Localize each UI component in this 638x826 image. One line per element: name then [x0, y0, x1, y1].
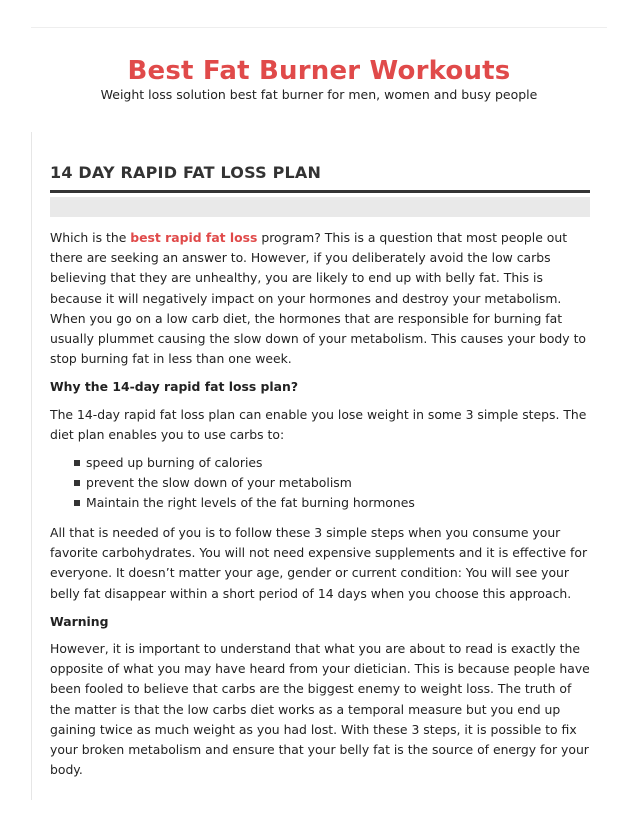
list-item-text: Maintain the right levels of the fat burning hormones [86, 495, 415, 511]
intro-paragraph [50, 228, 590, 369]
warning-paragraph: However, it is important to understand that what you are about to read is exactly the opposite of what you may have heard from your dietician. This is because people have been fooled to believe that carbs are the biggest enemy to weight loss. The truth of the matter is that the low carbs diet works as a temporal measure but you end up gaining twice as much weight as you had lost. With these 3 steps, it is possible to fix your broken metabolism and ensure that your belly fat is the source of energy for your body. [50, 641, 590, 778]
post-title: 14 DAY RAPID FAT LOSS PLAN [50, 163, 322, 182]
square-bullet-icon [74, 500, 80, 506]
subheading-warning: Warning [50, 613, 109, 629]
site-title[interactable]: Best Fat Burner Workouts [127, 56, 511, 86]
intro-text-start: Which is the [50, 230, 131, 245]
benefits-list [50, 453, 590, 513]
content-left-border [31, 132, 32, 800]
list-item [74, 493, 590, 513]
square-bullet-icon [74, 480, 80, 486]
list-item-text: speed up burning of calories [86, 455, 263, 471]
site-tagline: Weight loss solution best fat burner for men, women and busy people [100, 87, 538, 102]
list-item [74, 473, 590, 493]
post-content [50, 160, 590, 788]
intro-text-rest: program? This is a question that most people out there are seeking an answer to. However, if you deliberately avoid the low carbs believing that they are unhealthy, you are likely to end up with belly fat. This is because it will negatively impact on your hormones and destroy your metabolism. When you go on a low carb diet, the hormones that are responsible for burning fat usually plummet causing the slow down of your metabolism. This causes your body to stop burning fat in less than one week. [50, 230, 587, 367]
title-underline [50, 190, 590, 193]
post-meta-band [50, 197, 590, 217]
subheading-why: Why the 14-day rapid fat loss plan? [50, 379, 299, 395]
header-top-divider [31, 27, 607, 28]
best-rapid-fat-loss-link[interactable]: best rapid fat loss [130, 230, 258, 245]
square-bullet-icon [74, 460, 80, 466]
steps-paragraph: All that is needed of you is to follow these 3 simple steps when you consume your favorite carbohydrates. You will not need expensive supplements and it is effective for everyone. It doesn’t matter your age, gender or current condition: You will see your belly fat disappear within a short period of 14 days when you choose this approach. [50, 525, 588, 601]
list-item [74, 453, 590, 473]
list-item-text: prevent the slow down of your metabolism [86, 475, 352, 491]
why-paragraph: The 14-day rapid fat loss plan can enable you lose weight in some 3 simple steps. The diet plan enables you to use carbs to: [50, 406, 587, 442]
